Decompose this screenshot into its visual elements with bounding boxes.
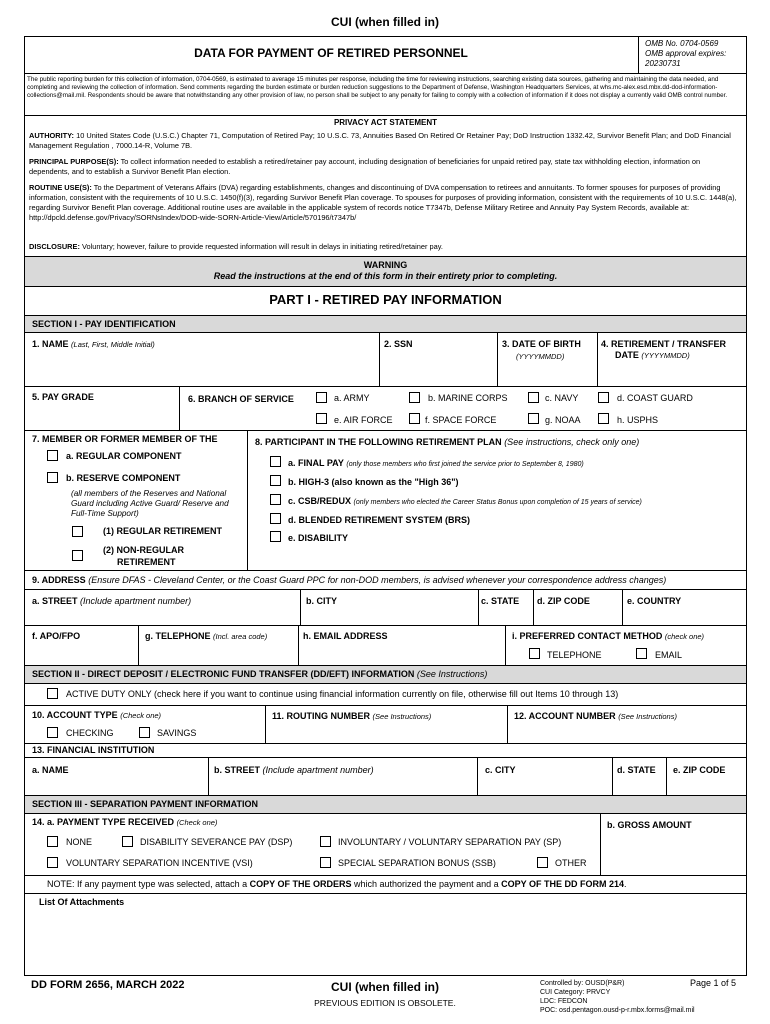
account-number-text: 12. ACCOUNT NUMBER: [514, 711, 616, 721]
preferred-contact-label: [512, 631, 704, 642]
final-pay-text: a. FINAL PAY: [288, 458, 344, 468]
state-label: c. STATE: [481, 596, 520, 606]
csb-redux-checkbox[interactable]: [270, 494, 281, 505]
cui-bottom-label: CUI (when filled in): [331, 980, 439, 994]
routing-number-label: [272, 711, 431, 722]
disability-label: e. DISABILITY: [288, 533, 349, 543]
plan-label-text: 8. PARTICIPANT IN THE FOLLOWING RETIREMENT PLAN: [255, 437, 502, 447]
contact-label-text: i. PREFERRED CONTACT METHOD: [512, 631, 663, 641]
gross-amount-label: b. GROSS AMOUNT: [607, 820, 692, 830]
note-part-c: which authorized the payment and a: [354, 879, 499, 889]
omb-date: 20230731: [645, 59, 681, 68]
branch-army-checkbox[interactable]: [316, 392, 327, 403]
reserve-component-note: (all members of the Reserves and National Guard including Active Guard/ Reserve and Full-Time Support): [71, 489, 229, 518]
branch-air-force-checkbox[interactable]: [316, 413, 327, 424]
fi-street-label: [214, 765, 374, 776]
controlled-by: Controlled by: OUSD(P&R): [540, 980, 625, 987]
branch-air-force-label: e. AIR FORCE: [334, 415, 393, 425]
obsolete-note: PREVIOUS EDITION IS OBSOLETE.: [314, 998, 456, 1008]
non-regular-retirement-checkbox[interactable]: [72, 550, 83, 561]
disability-checkbox[interactable]: [270, 531, 281, 542]
street-label-text: a. STREET: [32, 596, 78, 606]
fi-street-text: b. STREET: [214, 765, 261, 775]
none-label: NONE: [66, 837, 93, 847]
purpose-text: To collect information needed to establish a retired/retainer pay account, including designation of beneficiaries for unpaid retired pay, state tax withholding election, information on dependents, and to establish a Survivor Benefit Plan election.: [29, 157, 701, 176]
branch-coast-guard-checkbox[interactable]: [598, 392, 609, 403]
name-hint: (Last, First, Middle Initial): [71, 340, 155, 349]
address-label-text: 9. ADDRESS: [32, 575, 86, 585]
fi-street-hint: (Include apartment number): [262, 765, 374, 775]
zip-label: d. ZIP CODE: [537, 596, 590, 606]
orders-note: [47, 879, 626, 890]
note-part-d: COPY OF THE DD FORM 214: [501, 879, 624, 889]
regular-component-label: a. REGULAR COMPONENT: [66, 451, 182, 461]
regular-component-checkbox[interactable]: [47, 450, 58, 461]
omb-number: OMB No. 0704-0569: [645, 39, 719, 48]
payment-type-hint: (Check one): [176, 818, 218, 827]
non-regular-label: (2) NON-REGULAR: [103, 545, 184, 555]
account-type-text: 10. ACCOUNT TYPE: [32, 710, 118, 720]
cui-category: CUI Category: PRVCY: [540, 989, 611, 996]
csb-redux-text: c. CSB/REDUX: [288, 496, 352, 506]
note-part-a: NOTE: If any payment type was selected, attach a: [47, 879, 248, 889]
regular-retirement-checkbox[interactable]: [72, 526, 83, 537]
ret-date-word: DATE: [615, 350, 639, 360]
high-3-checkbox[interactable]: [270, 475, 281, 486]
name-label: [32, 339, 155, 350]
street-hint: (Include apartment number): [80, 596, 192, 606]
vsi-label: VOLUNTARY SEPARATION INCENTIVE (VSI): [66, 858, 253, 868]
branch-coast-guard-label: d. COAST GUARD: [617, 393, 693, 403]
active-duty-checkbox[interactable]: [47, 688, 58, 699]
regular-retirement-label: (1) REGULAR RETIREMENT: [103, 526, 222, 536]
savings-label: SAVINGS: [157, 728, 197, 738]
contact-telephone-checkbox[interactable]: [529, 648, 540, 659]
name-label-text: 1. NAME: [32, 339, 69, 349]
fi-state-label: d. STATE: [617, 765, 656, 775]
dsp-checkbox[interactable]: [122, 836, 133, 847]
privacy-purpose: [29, 157, 741, 177]
member-label: 7. MEMBER OR FORMER MEMBER OF THE: [32, 434, 218, 444]
contact-telephone-label: TELEPHONE: [547, 650, 602, 660]
active-duty-label: ACTIVE DUTY ONLY (check here if you want to continue using financial information currently on file, otherwise fill out Items 10 through 13): [66, 689, 619, 699]
reserve-component-label: b. RESERVE COMPONENT: [66, 473, 181, 483]
telephone-hint: (Incl. area code): [213, 632, 268, 641]
dob-label: 3. DATE OF BIRTH: [502, 339, 581, 349]
ivsp-checkbox[interactable]: [320, 836, 331, 847]
payment-type-text: 14. a. PAYMENT TYPE RECEIVED: [32, 817, 175, 827]
account-type-label: [32, 710, 161, 721]
financial-institution-label: 13. FINANCIAL INSTITUTION: [32, 745, 155, 755]
final-pay-hint: (only those members who first joined the service prior to September 8, 1980): [346, 461, 584, 468]
none-checkbox[interactable]: [47, 836, 58, 847]
ssb-label: SPECIAL SEPARATION BONUS (SSB): [338, 858, 496, 868]
fi-city-label: c. CITY: [485, 765, 516, 775]
poc: POC: osd.pentagon.ousd-p-r.mbx.forms@mail.mil: [540, 1007, 695, 1014]
retirement-date-label-2: [615, 350, 690, 361]
retirement-plan-label: [255, 437, 639, 448]
dsp-label: DISABILITY SEVERANCE PAY (DSP): [140, 837, 293, 847]
authority-label: AUTHORITY:: [29, 131, 75, 140]
plan-hint: (See instructions, check only one): [504, 437, 640, 447]
ssn-label: 2. SSN: [384, 339, 413, 349]
ldc: LDC: FEDCON: [540, 998, 588, 1005]
final-pay-checkbox[interactable]: [270, 456, 281, 467]
fi-name-label: a. NAME: [32, 765, 69, 775]
pay-grade-label: 5. PAY GRADE: [32, 392, 94, 402]
account-type-hint: (Check one): [120, 711, 162, 720]
routing-hint: (See Instructions): [372, 712, 432, 721]
retirement-date-label: 4. RETIREMENT / TRANSFER: [601, 339, 727, 349]
contact-hint: (check one): [664, 632, 705, 641]
telephone-label: [145, 631, 267, 642]
warning-text: Read the instructions at the end of this form in their entirety prior to completing.: [213, 271, 558, 281]
branch-usphs-label: h. USPHS: [617, 415, 659, 425]
branch-usphs-checkbox[interactable]: [598, 413, 609, 424]
ret-date-hint: (YYYYMMDD): [641, 351, 690, 360]
vsi-checkbox[interactable]: [47, 857, 58, 868]
non-regular-retirement-label: RETIREMENT: [117, 557, 176, 567]
routine-label: ROUTINE USE(S):: [29, 183, 92, 192]
section3-title: SECTION III - SEPARATION PAYMENT INFORMATION: [32, 799, 259, 809]
burden-statement: The public reporting burden for this collection of information, 0704-0569, is estimated to average 15 minutes per response, including the time for reviewing instructions, searching existing data sources, gathering and maintaining the data needed, and completing and reviewing the collection of information. Send comments regarding the burden estimate or burden reduction suggestions to the Department of Defense, Washington Headquarters Services, at whs.mc-alex.esd.mbx.dd-dod-information-collections@mail.mil. Respondents should be aware that notwithstanding any other provision of law, no person shall be subject to any penalty for failing to comply with a collection of information if it does not display a currently valid OMB control number.: [27, 76, 728, 99]
note-part-e: .: [623, 879, 627, 889]
contact-email-label: EMAIL: [655, 650, 683, 660]
branch-noaa-checkbox[interactable]: [528, 413, 539, 424]
dob-hint: (YYYYMMDD): [516, 352, 565, 361]
branch-space-force-checkbox[interactable]: [409, 413, 420, 424]
branch-label: 6. BRANCH OF SERVICE: [188, 394, 294, 404]
note-part-b: COPY OF THE ORDERS: [249, 879, 352, 889]
privacy-routine: [29, 183, 741, 223]
authority-text: 10 United States Code (U.S.C.) Chapter 71, Computation of Retired Pay; 10 U.S.C. 73, Annuities Based On Retired Or Retainer Pay; DoD Instruction 1332.42, Survivor Benefit Plan; and DoD Financial Management Regulation , 7000.14-R, Volume 7B.: [29, 131, 731, 150]
form-number: DD FORM 2656, MARCH 2022: [31, 979, 185, 991]
omb-expires: OMB approval expires:: [645, 49, 727, 58]
checking-checkbox[interactable]: [47, 727, 58, 738]
form-title: DATA FOR PAYMENT OF RETIRED PERSONNEL: [194, 46, 468, 60]
disclosure-text: Voluntary; however, failure to provide requested information will result in delays in initiating retired/retainer pay.: [81, 242, 443, 251]
other-label: OTHER: [555, 858, 587, 868]
section2-title-text: SECTION II - DIRECT DEPOSIT / ELECTRONIC FUND TRANSFER (DD/EFT) INFORMATION: [32, 669, 415, 679]
ivsp-label: INVOLUNTARY / VOLUNTARY SEPARATION PAY (SP): [338, 837, 562, 847]
final-pay-label: [288, 458, 584, 470]
contact-email-checkbox[interactable]: [636, 648, 647, 659]
branch-navy-checkbox[interactable]: [528, 392, 539, 403]
branch-marine-corps-checkbox[interactable]: [409, 392, 420, 403]
purpose-label: PRINCIPAL PURPOSE(S):: [29, 157, 119, 166]
section2-hint: (See Instructions): [416, 669, 488, 679]
street-label: [32, 596, 191, 607]
branch-army-label: a. ARMY: [334, 393, 370, 403]
csb-redux-hint: (only members who elected the Career Status Bonus upon completion of 15 years of service): [353, 499, 642, 506]
checking-label: CHECKING: [66, 728, 114, 738]
branch-navy-label: c. NAVY: [545, 393, 579, 403]
cui-top-label: CUI (when filled in): [331, 15, 439, 29]
apo-label: f. APO/FPO: [32, 631, 81, 641]
country-label: e. COUNTRY: [627, 596, 682, 606]
address-label: [32, 575, 666, 586]
branch-space-force-label: f. SPACE FORCE: [425, 415, 497, 425]
branch-noaa-label: g. NOAA: [545, 415, 581, 425]
other-checkbox[interactable]: [537, 857, 548, 868]
ssb-checkbox[interactable]: [320, 857, 331, 868]
payment-type-label: [32, 817, 217, 828]
address-hint: (Ensure DFAS - Cleveland Center, or the Coast Guard PPC for non-DOD members, is advised whenever your correspondence address changes): [88, 575, 667, 585]
city-label: b. CITY: [306, 596, 337, 606]
page-number: Page 1 of 5: [690, 978, 737, 988]
high-3-label: b. HIGH-3 (also known as the "High 36"): [288, 477, 459, 487]
section2-title: [32, 669, 487, 680]
privacy-title: PRIVACY ACT STATEMENT: [333, 118, 438, 127]
warning-title: WARNING: [363, 260, 408, 270]
disclosure-label: DISCLOSURE:: [29, 242, 80, 251]
account-number-hint: (See Instructions): [618, 712, 677, 721]
brs-checkbox[interactable]: [270, 513, 281, 524]
account-number-label: [514, 711, 677, 722]
csb-redux-label: [288, 496, 642, 508]
brs-label: d. BLENDED RETIREMENT SYSTEM (BRS): [288, 515, 471, 525]
routing-text: 11. ROUTING NUMBER: [272, 711, 371, 721]
email-address-label: h. EMAIL ADDRESS: [303, 631, 388, 641]
reserve-component-checkbox[interactable]: [47, 472, 58, 483]
section1-title: SECTION I - PAY IDENTIFICATION: [32, 319, 176, 329]
savings-checkbox[interactable]: [139, 727, 150, 738]
privacy-disclosure: [29, 242, 741, 252]
routine-text: To the Department of Veterans Affairs (DVA) regarding establishments, changes and discontinuing of DVA compensation to retirees and annuitants. To former spouses for purposes of providing information, consistent with the requirements of 10 U.S.C. 1450(f)(3), regarding Survivor Benefit Plan coverage. To spouses for purposes of providing information, consistent with the requirements of 10 U.S.C. 1448(a), regarding Survivor Benefit Plan coverage. Additional routine uses are available in the applicable system of records notice T7347b, Defense Military Retiree and Annuity Pay System Records, available at: http://dpcld.defense.gov/Privacy/SORNsIndex/DOD-wide-SORN-Article-View/Article/570196/t7347b/: [29, 183, 737, 222]
telephone-label-text: g. TELEPHONE: [145, 631, 211, 641]
attachments-label: List Of Attachments: [39, 897, 125, 907]
part1-title: PART I - RETIRED PAY INFORMATION: [269, 292, 502, 307]
branch-marine-corps-label: b. MARINE CORPS: [428, 393, 508, 403]
privacy-authority: [29, 131, 741, 151]
fi-zip-label: e. ZIP CODE: [673, 765, 726, 775]
